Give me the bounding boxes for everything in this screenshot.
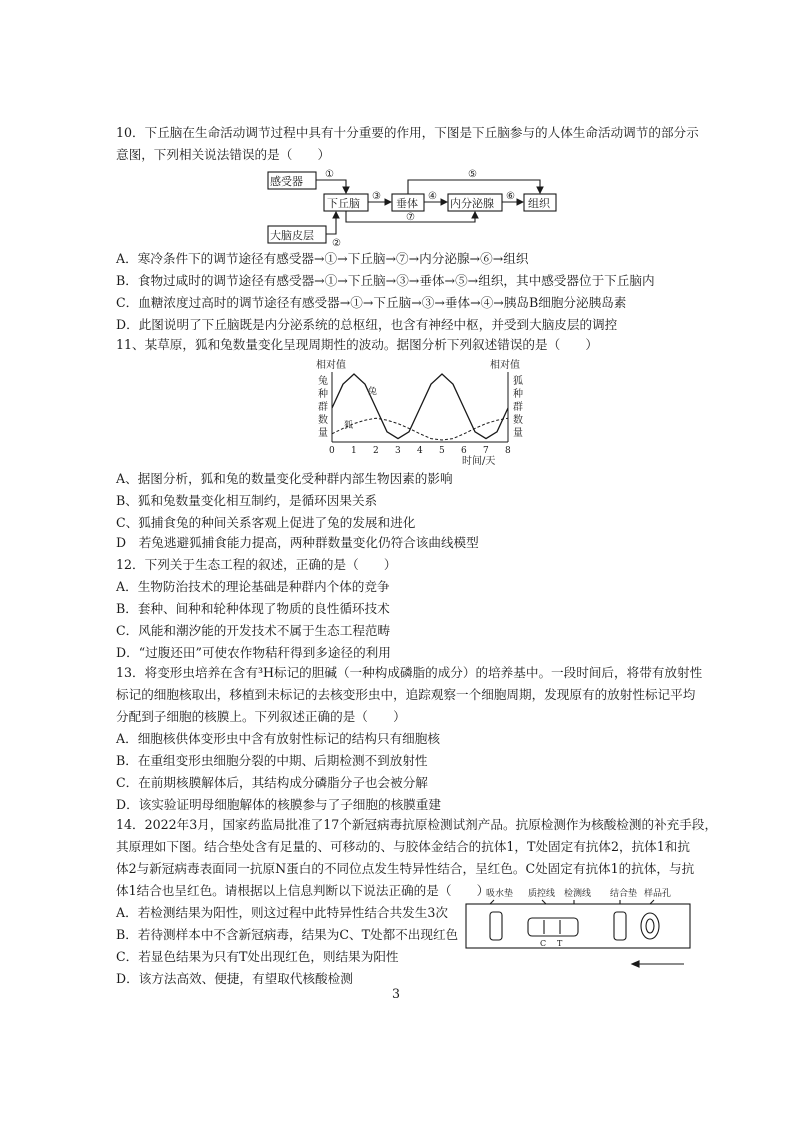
x-tick-label: 0 [329,446,335,456]
q11-option-b: B、狐和兔数量变化相互制约，是循环因果关系 [116,493,378,508]
label-tissue: 组织 [528,197,550,210]
left-axis-char: 群 [318,402,328,413]
label-endocrine: 内分泌腺 [450,197,494,210]
result-window [528,918,578,936]
q10-option-d: D．此图说明了下丘脑既是内分泌系统的总枢纽，也含有神经中枢，并受到大脑皮层的调控 [116,317,618,332]
page-number: 3 [392,986,401,1001]
label-absorbent-pad: 吸水垫 [486,889,514,899]
q12-stem: 12．下列关于生态工程的叙述，正确的是（ ） [116,557,397,572]
label-sample-hole: 样品孔 [644,889,672,899]
fox-curve-label: 狐 [344,421,354,431]
left-axis-char: 兔 [318,376,328,387]
q13-option-b: B．在重组变形虫细胞分裂的中期、后期检测不到放射性 [116,753,428,768]
c-mark: C [540,939,547,948]
x-tick-label: 2 [373,446,379,456]
rabbit-series-line [332,374,508,439]
x-tick-label: 1 [351,446,357,456]
q14-stem-line3: 体2与新冠病毒表面同一抗原N蛋白的不同位点发生特异性结合，呈红色。C处固定有抗体1的抗体，与抗 [116,861,695,876]
x-tick-label: 8 [505,446,511,456]
conjugate-pad [614,912,626,940]
x-tick-label: 7 [483,446,489,456]
q13-option-d: D．该实验证明母细胞解体的核膜参与了子细胞的核膜重建 [116,797,441,812]
q12-option-a: A．生物防治技术的理论基础是种群内个体的竞争 [116,579,390,594]
q11-stem: 11、某草原，狐和兔数量变化呈现周期性的波动。据图分析下列叙述错误的是（ ） [116,337,598,352]
q10-stem-line1: 10．下丘脑在生命活动调节过程中具有十分重要的作用，下图是下丘脑参与的人体生命活动调节的部分示 [116,125,699,140]
q14-stem-line1: 14．2022年3月，国家药监局批准了17个新冠病毒抗原检测试剂产品。抗原检测作为核酸检测的补充手段， [116,817,718,832]
x-tick-label: 3 [395,446,401,456]
q11-option-a: A、据图分析，狐和兔的数量变化受种群内部生物因素的影响 [116,471,453,486]
right-axis-char: 狐 [513,376,523,387]
marker-4: ④ [428,191,437,202]
label-receptor: 感受器 [270,175,303,188]
q11-option-d: D 若兔逃避狐捕食能力提高，两种群数量变化仍符合该曲线模型 [116,535,479,550]
q10-regulation-diagram [260,166,570,248]
q14-option-c: C．若显色结果为只有T处出现红色，则结果为阳性 [116,949,399,964]
q14-option-b: B．若待测样本中不含新冠病毒，结果为C、T处都不出现红色 [116,927,459,942]
q11-option-c: C、狐捕食兔的种间关系客观上促进了兔的发展和进化 [116,515,416,530]
q12-option-c: C．风能和潮汐能的开发技术不属于生态工程范畴 [116,623,391,638]
right-axis-char: 数 [513,415,523,426]
label-conjugate-pad: 结合垫 [610,889,638,899]
q10-option-a: A．寒冷条件下的调节途径有感受器→①→下丘脑→⑦→内分泌腺→⑥→组织 [116,251,529,266]
marker-3: ③ [372,191,381,202]
absorbent-pad [490,912,502,940]
q14-test-strip-diagram [462,880,696,972]
marker-2: ② [332,238,341,248]
marker-5: ⑤ [468,169,477,180]
q12-option-d: D．“过腹还田”可使农作物秸秆得到多途径的利用 [116,645,391,660]
label-pituitary: 垂体 [396,197,418,210]
q14-stem-line4: 体1结合也呈红色。请根据以上信息判断以下说法正确的是（ ） [116,883,490,898]
q14-option-d: D．该方法高效、便捷，有望取代核酸检测 [116,971,353,986]
left-axis-char: 量 [318,428,328,439]
label-cortex: 大脑皮层 [270,229,314,242]
q13-option-a: A．细胞核供体变形虫中含有放射性标记的结构只有细胞核 [116,731,440,746]
x-tick-label: 4 [417,446,423,456]
label-test-line: 检测线 [564,889,592,899]
right-axis-label: 相对值 [490,360,520,371]
q14-stem-line2: 其原理如下图。结合垫处含有足量的、可移动的、与胶体金结合的抗体1，T处固定有抗体2，抗体1和抗 [116,839,690,854]
q11-population-chart [298,358,538,468]
label-hypothalamus: 下丘脑 [327,197,360,210]
x-axis-label: 时间/天 [462,456,496,467]
x-tick-label: 5 [439,446,445,456]
q13-stem-line3: 分配到子细胞的核膜上。下列叙述正确的是（ ） [116,709,406,724]
x-tick-label: 6 [461,446,467,456]
sample-hole [641,913,659,939]
fox-series-line [332,418,508,440]
q13-stem-line1: 13．将变形虫培养在含有³H标记的胆碱（一种构成磷脂的成分）的培养基中。一段时间后，将带有放射性 [116,665,703,680]
q12-option-b: B．套种、间种和轮种体现了物质的良性循环技术 [116,601,390,616]
left-axis-char: 数 [318,415,328,426]
q13-stem-line2: 标记的细胞核取出，移植到未标记的去核变形虫中，追踪观察一个细胞周期，发现原有的放射性标记平均 [116,687,696,702]
left-axis-label: 相对值 [316,360,346,371]
marker-7: ⑦ [406,212,415,223]
right-axis-char: 量 [513,428,523,439]
label-quality-line: 质控线 [528,889,556,899]
q13-option-c: C．在前期核膜解体后，其结构成分磷脂分子也会被分解 [116,775,428,790]
q14-option-a: A．若检测结果为阳性，则这过程中此特异性结合共发生3次 [116,905,448,920]
t-mark: T [557,939,563,948]
q10-option-c: C．血糖浓度过高时的调节途径有感受器→①→下丘脑→③→垂体→④→胰岛B细胞分泌胰岛素 [116,295,627,310]
right-axis-char: 种 [513,389,523,400]
marker-6: ⑥ [506,191,515,202]
right-axis-char: 群 [513,402,523,413]
left-axis-char: 种 [318,389,328,400]
q10-stem-line2: 意图，下列相关说法错误的是（ ） [116,147,331,162]
rabbit-curve-label: 兔 [368,387,378,397]
q10-option-b: B．食物过咸时的调节途径有感受器→①→下丘脑→③→垂体→⑤→组织，其中感受器位于下丘脑内 [116,273,655,288]
marker-1: ① [325,169,334,180]
